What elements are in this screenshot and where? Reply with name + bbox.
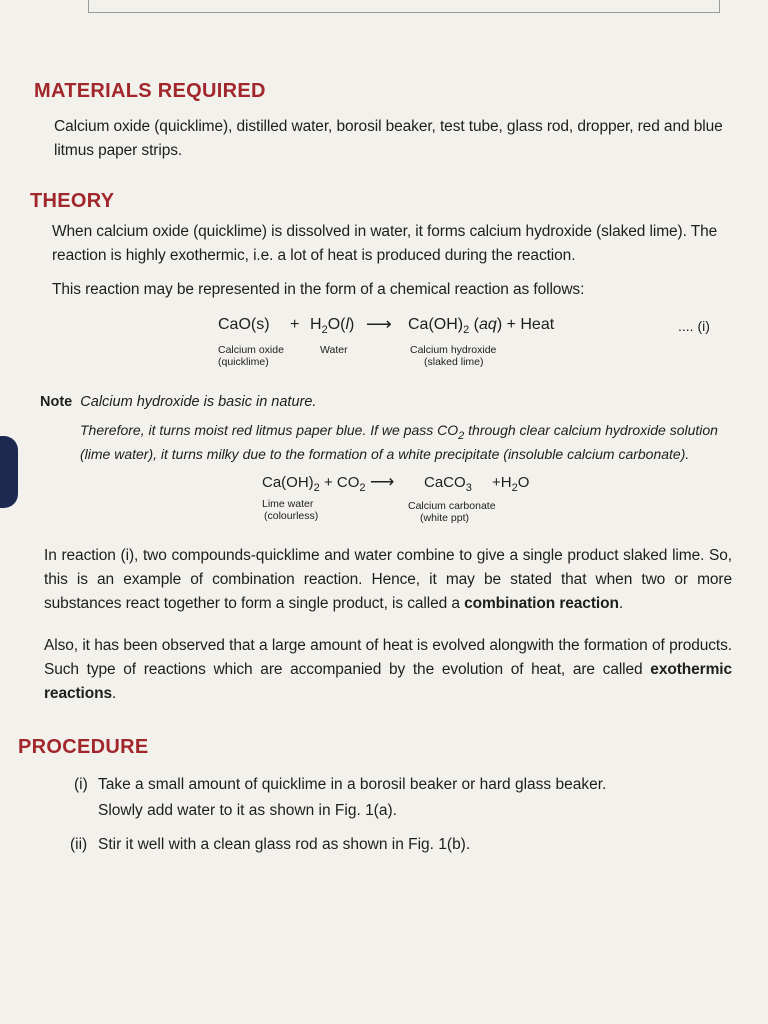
eq2-label-product-line2: (white ppt) xyxy=(420,512,470,524)
eq2-reactants: $Ca(OH)_2 + CO_2$ xyxy=(262,474,366,494)
eq1-plus: + xyxy=(290,316,300,333)
materials-text: Calcium oxide (quicklime), distilled water, borosil beaker, test tube, glass rod, dropper, red and blue litmus paper strips. xyxy=(54,118,723,159)
eq1-arrow: ⟶ xyxy=(366,314,392,334)
eq1-reactant-water: $H_2O(l)$ xyxy=(310,316,355,337)
step-2-line-1: Stir it well with a clean glass rod as shown in Fig. 1(b). xyxy=(98,836,471,853)
term-exothermic-reactions: exothermic reactions xyxy=(44,661,732,702)
eq1-number: .... (i) xyxy=(678,318,710,334)
note-line-1-text: Calcium hydroxide is basic in nature. xyxy=(80,394,317,410)
eq1-label-cao-line1: Calcium oxide xyxy=(218,344,284,356)
eq1-label-product-line2: (slaked lime) xyxy=(424,356,484,368)
note-label: Note xyxy=(40,394,73,410)
procedure-heading: PROCEDURE xyxy=(18,736,149,758)
eq2-label-reactant-line2: (colourless) xyxy=(264,510,319,522)
eq2-product-water: $+H_2O$ xyxy=(492,474,530,494)
eq1-label-product-line1: Calcium hydroxide xyxy=(410,344,497,356)
step-1-line-1: Take a small amount of quicklime in a borosil beaker or hard glass beaker. xyxy=(98,776,607,793)
eq2-label-reactant-line1: Lime water xyxy=(262,498,314,510)
eq2-label-product-line1: Calcium carbonate xyxy=(408,500,496,512)
theory-paragraph-1: When calcium oxide (quicklime) is dissolved in water, it forms calcium hydroxide (slaked lime). The reaction is highly exothermic, i.e. a lot of heat is produced during the reaction. xyxy=(52,223,718,264)
eq2-arrow: ⟶ xyxy=(370,472,395,491)
term-combination-reaction: combination reaction xyxy=(464,595,619,612)
conclusion-paragraph-2: Also, it has been observed that a large amount of heat is evolved alongwith the formation of products. Such type of reactions which are accompanied by the evolution of heat, are called exothermic reactions. xyxy=(44,637,732,702)
note-line-2: Therefore, it turns moist red litmus paper blue. If we pass $CO_2$ through clear calcium hydroxide solution xyxy=(80,422,718,442)
eq1-product: $Ca(OH)_2$ (aq) + Heat xyxy=(408,316,555,337)
eq2-product-caco3: CaCO$_3$ xyxy=(424,474,472,494)
note-line-3: (lime water), it turns milky due to the formation of a white precipitate (insoluble calcium carbonate). xyxy=(80,446,690,462)
eq1-reactant-cao: CaO(s) xyxy=(218,316,270,333)
eq1-label-cao-line2: (quicklime) xyxy=(218,356,269,368)
note-line-1 xyxy=(40,394,316,410)
conclusion-paragraph-1: In reaction (i), two compounds-quicklime and water combine to give a single product slaked lime. So, this is an example of combination reaction. Hence, it may be stated that when two or more substances react together to form a single product, is called a combination reaction. xyxy=(44,547,732,612)
materials-heading: MATERIALS REQUIRED xyxy=(34,80,266,102)
theory-heading: THEORY xyxy=(30,190,115,212)
theory-paragraph-2: This reaction may be represented in the form of a chemical reaction as follows: xyxy=(52,281,585,298)
page-edge-tab xyxy=(0,436,18,508)
step-1-line-2: Slowly add water to it as shown in Fig. 1(a). xyxy=(98,802,397,819)
step-2-number: (ii) xyxy=(70,836,88,853)
top-border-rule xyxy=(88,0,720,13)
eq1-label-water: Water xyxy=(320,344,348,356)
step-1-number: (i) xyxy=(74,776,88,793)
